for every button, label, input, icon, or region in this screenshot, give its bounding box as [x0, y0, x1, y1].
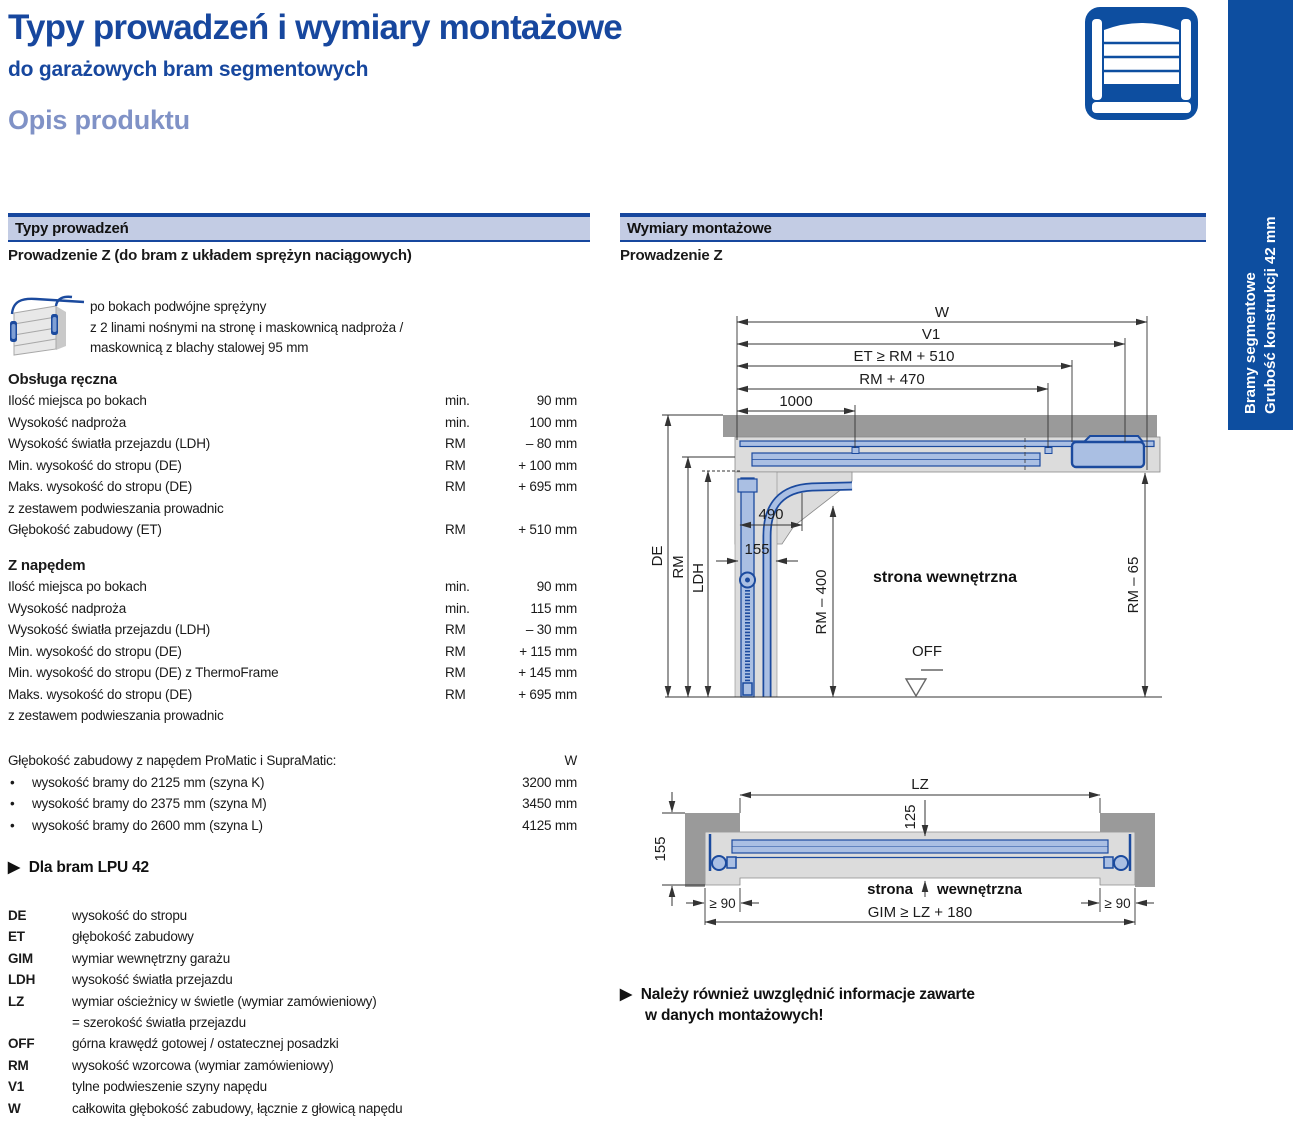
dim-490: 490: [758, 506, 784, 523]
label-inside-a: strona: [867, 881, 913, 898]
dim-ge90-right: ≥ 90: [1104, 896, 1131, 911]
diagram-subheader: Prowadzenie Z: [620, 247, 723, 264]
pointer-triangle-icon: ▶: [8, 859, 20, 876]
table-row: Wysokość światła przejazdu (LDH) RM – 30 mm: [8, 622, 577, 637]
page-title: Typy prowadzeń i wymiary montażowe: [8, 8, 622, 47]
dim-de: DE: [649, 545, 666, 567]
sectional-door-icon: [1085, 7, 1198, 125]
legend-row: GIM wymiar wewnętrzny garażu: [8, 950, 231, 966]
legend-row: LZ wymiar ościeżnicy w świetle (wymiar zamówieniowy) = szerokość światła przejazdu: [8, 991, 583, 1034]
legend: [8, 905, 583, 1119]
label-inside-b: wewnętrzna: [937, 881, 1023, 898]
table-row: Min. wysokość do stropu (DE) RM + 100 mm: [8, 457, 577, 473]
assembly-note: ▶ Należy również uwzględnić informacje zawarte w danych montażowych!: [620, 986, 975, 1024]
list-item: • wysokość bramy do 2125 mm (szyna K) 3200 mm: [8, 775, 577, 797]
legend-row: DE wysokość do stropu: [8, 908, 187, 923]
dim-gim: GIM ≥ LZ + 180: [867, 904, 973, 921]
off-datum-symbol: [906, 670, 943, 696]
bullet-icon: •: [10, 817, 15, 833]
pointer-triangle-icon: ▶: [620, 986, 632, 1003]
lpu-note: ▶ Dla bram LPU 42: [8, 859, 149, 876]
diagram-side-view-svg: [640, 290, 1200, 710]
label-off: OFF: [912, 643, 942, 660]
table-row: Wysokość nadproża min. 115 mm: [8, 600, 577, 616]
section-header-left: Typy prowadzeń: [8, 213, 590, 242]
dim-rm65: RM – 65: [1125, 556, 1142, 614]
table-row: Wysokość nadproża min. 100 mm: [8, 414, 577, 430]
dim-rm: RM: [670, 555, 687, 579]
manual-table: [8, 393, 577, 544]
table-row: Wysokość światła przejazdu (LDH) RM – 80 mm: [8, 436, 577, 451]
dim-rm470: RM + 470: [859, 371, 925, 388]
lead-text: [90, 297, 403, 359]
table-row: z zestawem podwieszania prowadnic: [8, 708, 224, 723]
legend-row: V1 tylne podwieszenie szyny napędu: [8, 1079, 267, 1095]
sectional-door-icon-svg: [1085, 7, 1198, 120]
table-row: Maks. wysokość do stropu (DE) RM + 695 mm: [8, 686, 577, 702]
legend-desc-two-line: wymiar ościeżnicy w świetle (wymiar zamówieniowy) = szerokość światła przejazdu: [72, 993, 377, 1031]
door-leaf-plan: [705, 832, 1135, 885]
manual-title: Obsługa ręczna: [8, 371, 117, 388]
lead-line-1: po bokach podwójne sprężyny: [90, 299, 267, 314]
list-item: • wysokość bramy do 2600 mm (szyna L) 4125 mm: [8, 818, 577, 840]
dim-ge90-left: ≥ 90: [709, 896, 736, 911]
legend-row: W całkowita głębokość zabudowy, łącznie z głowicą napędu: [8, 1100, 403, 1116]
side-tab: [1228, 0, 1293, 430]
dim-v1: V1: [921, 326, 941, 343]
table-row: Maks. wysokość do stropu (DE) RM + 695 mm: [8, 479, 577, 494]
dim-1000: 1000: [779, 393, 813, 410]
dim-w: W: [934, 304, 950, 321]
dim-ldh: LDH: [690, 562, 707, 594]
spring-door-icon-svg: [6, 293, 88, 365]
bullet-icon: •: [10, 796, 15, 811]
side-tab-line2: Grubość konstrukcji 42 mm: [1262, 216, 1279, 414]
dim-lz: LZ: [911, 776, 929, 793]
side-tab-text: [1241, 0, 1285, 430]
operator-depth-block: [8, 753, 577, 839]
dim-125: 125: [902, 804, 919, 830]
table-row: Ilość miejsca po bokach min. 90 mm: [8, 579, 577, 594]
lead-line-3: maskownicą z blachy stalowej 95 mm: [90, 340, 309, 355]
legend-row: LDH wysokość światła przejazdu: [8, 972, 233, 988]
legend-row: RM wysokość wzorcowa (wymiar zamówieniowy): [8, 1057, 334, 1073]
list-item: • wysokość bramy do 2375 mm (szyna M) 3450 mm: [8, 796, 577, 818]
lead-line-2: z 2 linami nośnymi na stronę i maskownicą nadproża /: [90, 319, 404, 335]
dim-155: 155: [652, 836, 669, 862]
table-row: z zestawem podwieszania prowadnic: [8, 500, 224, 516]
track-zone: [735, 437, 1160, 697]
powered-title: Z napędem: [8, 557, 86, 574]
diagram-side-view: [640, 290, 1200, 715]
side-tab-line1: Bramy segmentowe: [1242, 272, 1259, 414]
lead-title: Prowadzenie Z (do bram z układem sprężyn naciągowych): [8, 247, 412, 264]
bullet-icon: •: [10, 774, 15, 790]
ceiling-slab: [723, 415, 1157, 437]
dim-rm400: RM – 400: [813, 569, 830, 635]
table-row: Ilość miejsca po bokach min. 90 mm: [8, 393, 577, 408]
dim-et: ET ≥ RM + 510: [853, 348, 955, 365]
page-subtitle: do garażowych bram segmentowych: [8, 58, 369, 81]
label-inside: strona wewnętrzna: [872, 569, 1018, 586]
diagram-plan-view-svg: [640, 770, 1200, 940]
dim-labels: [649, 304, 1142, 660]
dim-155: 155: [744, 541, 770, 558]
section-title: Opis produktu: [8, 105, 190, 135]
table-row: Min. wysokość do stropu (DE) z ThermoFrame RM + 145 mm: [8, 665, 577, 680]
legend-row: ET głębokość zabudowy: [8, 929, 194, 945]
diagram-plan-view: [640, 770, 1200, 945]
section-header-right: Wymiary montażowe: [620, 213, 1206, 242]
legend-row: OFF górna krawędź gotowej / ostatecznej posadzki: [8, 1036, 339, 1052]
powered-table: [8, 579, 577, 730]
table-row: Głębokość zabudowy (ET) RM + 510 mm: [8, 522, 577, 537]
operator-depth-header: Głębokość zabudowy z napędem ProMatic i SupraMatic: W: [8, 753, 577, 768]
spring-door-icon: [6, 293, 88, 370]
table-row: Min. wysokość do stropu (DE) RM + 115 mm: [8, 643, 577, 659]
